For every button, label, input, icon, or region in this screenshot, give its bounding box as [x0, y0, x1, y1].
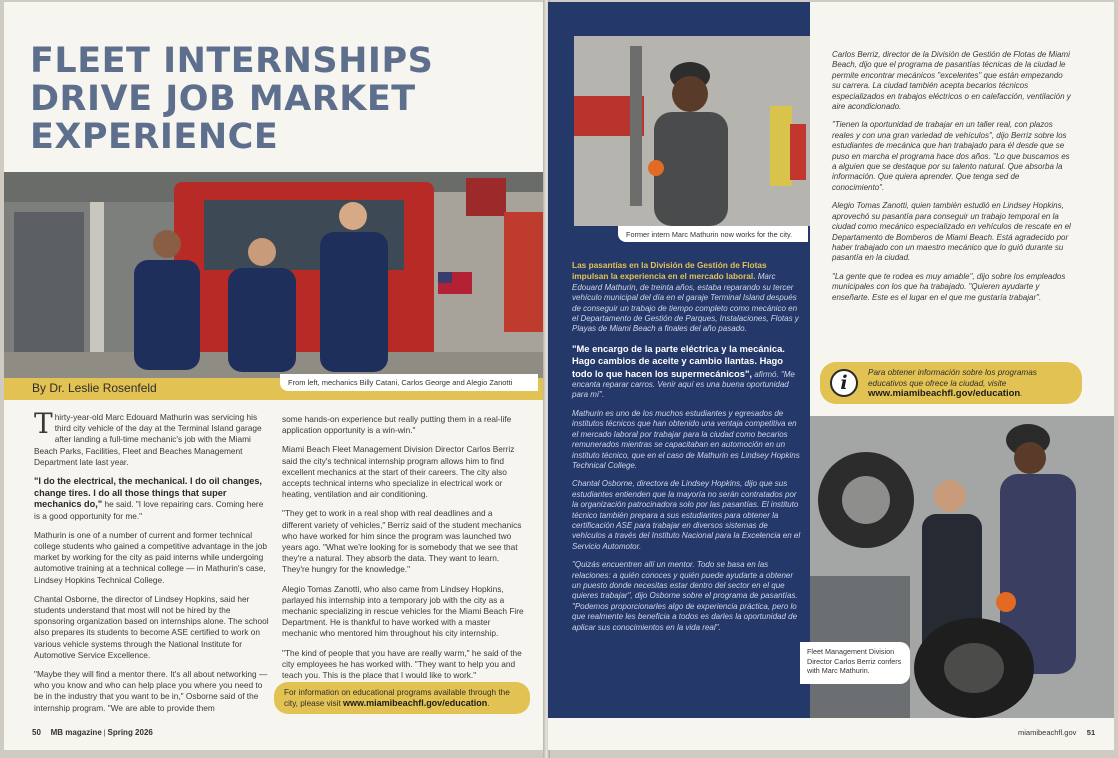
paragraph: [34, 407, 270, 468]
education-link[interactable]: www.miamibeachfl.gov/education: [343, 698, 488, 708]
info-text: For information on educational programs available through the city, please visit: [284, 688, 510, 708]
quote-text: "I do the electrical, the mechanical. I do oil changes, change tires. I do all those things that super mechanics do,": [34, 476, 262, 510]
paragraph: Mathurin es uno de los muchos estudiantes y egresados de institutos técnicos que han obtenido una ventaja competitiva en el mercado laboral por trabajar para la ciudad como becarios remunerados mientras se capacitaban en automoción en un instituto técnico, que en el caso de Mathurin es Lindsey Hopkins Technical College.: [572, 408, 800, 470]
paragraph: "Tienen la oportunidad de trabajar en un taller real, con plazos reales y con una gran variedad de vehículos", dijo Berriz sobre los estudiantes de mecánica que han trabajado para él desde que se puso en marcha el programa hace dos años. "Lo que buscamos es a alguien que se destaque por su talento natural. Que absorba la información. Que quiera aprender. Que tenga sed de conocimiento".: [832, 120, 1070, 192]
spanish-article: [572, 260, 802, 641]
photo-caption: From left, mechanics Billy Catani, Carlos George and Alegio Zanotti: [280, 374, 538, 391]
headline-line-1: FLEET INTERNSHIPS: [30, 41, 434, 81]
info-box-spanish: [820, 362, 1082, 404]
article-column-1: [34, 407, 270, 722]
paragraph: "Quizás encuentren allí un mentor. Todo se basa en las relaciones: a quién conoces y quién puede ayudarte a obtener un puesto donde necesitas estar dentro del sector en el que quieres trabajar", dijo Osborne sobre el programa de pasantías. "Podemos proporcionarles algo de experiencia práctica, pero lo que realmente les beneficia a todos es darles la oportunidad de aplicar sus conocimientos en la vida real".: [572, 560, 798, 632]
paragraph: Carlos Berriz, director de la División de Gestión de Flotas de Miami Beach, dijo que el programa de pasantías técnicas de la ciudad le permite encontrar mecánicos "excelentes" que están empezando su carrera. La ciudad también acepta becarios técnicos especializados en trabajos eléctricos o en calefacción, ventilación y aire acondicionado.: [832, 50, 1071, 112]
paragraph: Miami Beach Fleet Management Division Director Carlos Berriz said the city's technical internship program allows him to find excellent mechanics at the start of their careers. The city also accepts technical interns who specialize in electrical work or heating, ventilation and air conditioning.: [282, 444, 515, 500]
paragraph: Chantal Osborne, directora de Lindsey Hopkins, dijo que sus estudiantes entienden que la mayoría no serán contratados por la organización patrocinadora solo por las pasantías. El instituto técnico también prepara a sus estudiantes para obtener la certificación ASE para trabajar en diversos sistemas de vehículos a través del Instituto Nacional para la Excelencia en el Servicio Automotor.: [572, 479, 801, 551]
intern-photo-caption: Former intern Marc Mathurin now works for the city.: [618, 226, 808, 242]
paragraph: [572, 260, 802, 335]
info-end: .: [1020, 389, 1023, 398]
page-footer-right: [1018, 728, 1095, 737]
site-url: miamibeachfl.gov: [1018, 728, 1077, 737]
paragraph: "They get to work in a real shop with real deadlines and a different variety of vehicles," Berriz said of the student mechanics who have worked for him since the program was launched two years ago. "What we're looking for is somebody that we see that they're a natural. They absorb the data. They want to learn. They're hungry for the knowledge.": [282, 508, 522, 575]
right-page: [548, 2, 1114, 750]
paragraph: "The kind of people that you have are really warm," he said of the city employees he has worked with. "They want to help you and teach you. This is the place that I would like to work.": [282, 647, 522, 681]
mechanics-photo: [4, 172, 544, 380]
intern-photo-illustration: [574, 36, 810, 226]
director-photo-caption: Fleet Management Division Director Carlos Berriz confers with Marc Mathurin.: [800, 642, 910, 684]
drop-cap: T: [34, 407, 53, 440]
issue-date: Spring 2026: [107, 728, 153, 737]
paragraph: Alegio Tomas Zanotti, quien también estudió en Lindsey Hopkins, aprovechó su pasantía para conseguir un trabajo temporal en la ciudad como mecánico especializado en vehículos de rescate en el Departamento de Bomberos de Miami Beach. Está agradecido por haber trabajado con un maestro mecánico que lo guió durante su pasantía en la ciudad.: [832, 201, 1071, 263]
page-title: [30, 42, 510, 156]
spanish-column-right: [832, 50, 1072, 311]
lead-text: Las pasantías en la División de Gestión de Flotas impulsan la experiencia en el mercado laboral.: [572, 260, 767, 282]
page-number: 51: [1086, 728, 1096, 737]
publication-name: MB magazine: [50, 728, 102, 737]
paragraph: "Maybe they will find a mentor there. It's all about networking — who you know and who can help place you where you need to be in the industry that you want to be in," Osborne said of the internship program. "We are able to provide them: [34, 668, 268, 713]
info-icon: i: [830, 369, 858, 397]
paragraph: Alegio Tomas Zanotti, who also came from Lindsey Hopkins, parlayed his internship into a temporary job with the city as a mechanic specializing in rescue vehicles for the Miami Beach Fire Department. He is thankful to have worked with a master mechanic who mentored him throughout his city internship.: [282, 583, 524, 639]
info-text: Para obtener información sobre los programas educativos que ofrece la ciudad, visite: [868, 368, 1037, 388]
pull-quote: [572, 343, 802, 401]
intern-photo: [574, 36, 810, 226]
info-box: [274, 682, 530, 714]
quote-attribution: afirmó. "Me encanta reparar carros. Venir aquí es una buena oportunidad para mí".: [572, 369, 795, 400]
paragraph: "La gente que te rodea es muy amable", dijo sobre los empleados municipales con los que ha trabajado. "Quieren ayudarte y enseñarte. Este es el lugar en el que me gustaría trabajar".: [832, 271, 1066, 302]
byline: By Dr. Leslie Rosenfeld: [32, 381, 157, 395]
paragraph-text: hirty-year-old Marc Edouard Mathurin was servicing his third city vehicle of the day at the Terminal Island garage after landing a full-time mechanic's job with the Miami Beach Parks, Facilities, Fleet and Beaches Management Department late last year.: [34, 412, 262, 467]
pull-quote: [34, 476, 270, 522]
footer-separator: |: [103, 730, 106, 737]
headline-line-3: EXPERIENCE: [30, 117, 279, 157]
quote-text: "Me encargo de la parte eléctrica y la mecánica. Hago cambios de aceite y cambio llantas. Hago todo lo que hacen los supermecánicos",: [572, 342, 785, 379]
education-link[interactable]: www.miamibeachfl.gov/education: [868, 388, 1021, 399]
page-footer: [32, 728, 153, 737]
headline-line-2: DRIVE JOB MARKET: [30, 79, 416, 119]
lead-tail: Marc Edouard Mathurin, de treinta años, estaba reparando su tercer vehículo municipal del día en el garaje Terminal Island después de conseguir un trabajo de tiempo completo como mecánico en el Departamento de Gestión de Parques, Instalaciones, Flotas y Playas de Miami Beach a finales del año pasado.: [572, 272, 799, 334]
paragraph: Chantal Osborne, the director of Lindsey Hopkins, said her students understand that most will not be hired by the sponsoring organization based on internships alone. The school also prepares its students to become ASE certified to work on various vehicle systems through the National Institute for Automotive Service Excellence.: [34, 593, 269, 660]
mechanics-photo-illustration: [4, 172, 544, 380]
article-column-2: [282, 414, 524, 689]
paragraph: some hands-on experience but really putting them in a real-life application opportunity is a win-win.": [282, 414, 512, 436]
left-page: [4, 2, 544, 750]
info-end: .: [487, 699, 490, 708]
quote-attribution: he said. "I love repairing cars. Coming here is a good opportunity for me.": [34, 499, 264, 521]
paragraph: Mathurin is one of a number of current and former technical college students who gained a competitive advantage in the job market by working for the city as paid interns while undergoing automotive training at a technical college — in Mathurin's case, Lindsey Hopkins Technical College.: [34, 529, 267, 585]
page-number: 50: [32, 728, 41, 737]
